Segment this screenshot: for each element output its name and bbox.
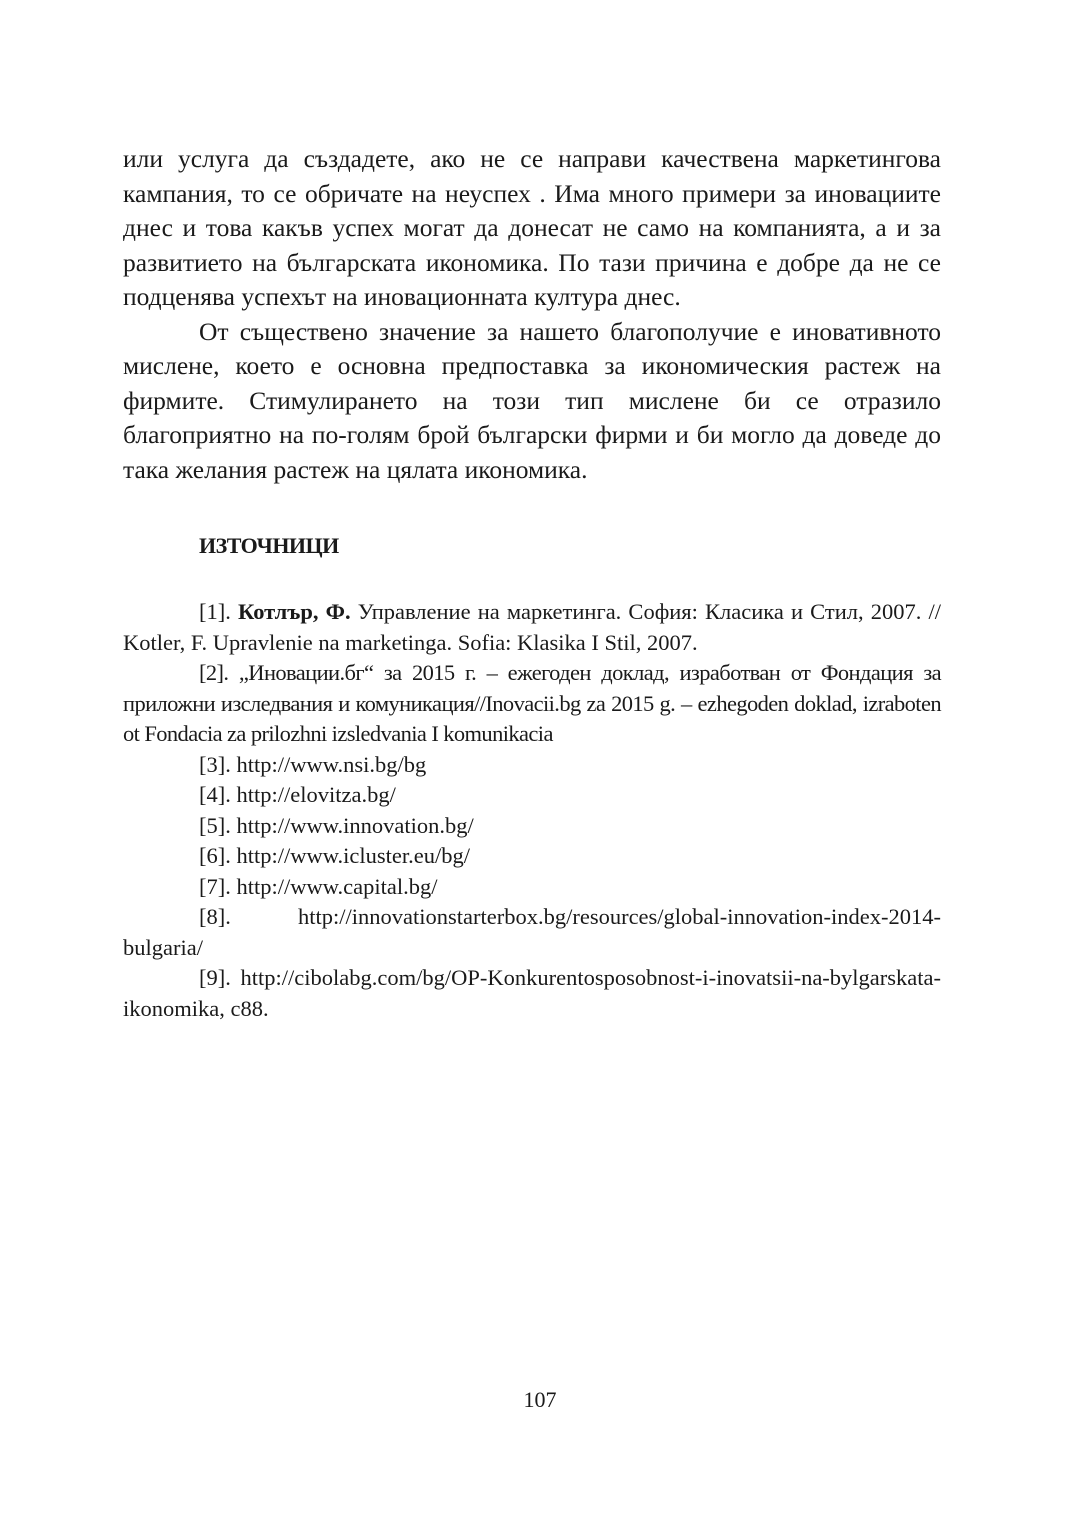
reference-number: [1]. [199,599,238,624]
reference-list [123,597,941,1024]
page-content [123,142,941,1024]
body-paragraph: От съществено значение за нашето благополучие е иновативното мислене, което е основна предпоставка за икономическия растеж на фирмите. Стимулирането на този тип мислене би се отразило благоприятно на по-голям брой български фирми и би могло да доведе до така желания растеж на цялата икономика. [123,316,941,484]
reference-item: [2]. „Иновации.бг“ за 2015 г. – ежегоден доклад, изработван от Фондация за приложни изследвания и комуникация//Inovacii.bg za 2015 g. – ezhegoden doklad, izraboten ot Fondacia za prilozhni izsledvania I komunikacia [123,660,941,746]
reference-item: [8]. http://innovationstarterbox.bg/resources/global-innovation-index-2014-bulgaria/ [123,904,941,960]
sources-heading: ИЗТОЧНИЦИ [199,533,339,558]
reference-item: [5]. http://www.innovation.bg/ [199,812,474,838]
page-number: 107 [523,1387,557,1412]
reference-text: Управление на маркетинга. София: Класика и Стил, 2007. // Kotler, F. Upravlenie na marketinga. Sofia: Klasika I Stil, 2007. [123,599,941,655]
reference-item: [4]. http://elovitza.bg/ [199,782,396,807]
reference-item: [9]. http://cibolabg.com/bg/OP-Konkurentosposobnost-i-inovatsii-na-bylgarskata-ikonomika, c88. [123,965,941,1021]
body-paragraph-continued: или услуга да създадете, ако не се направи качествена маркетингова кампания, то се обричате на неуспех . Има много примери за иновациите днес и това какъв успех могат да донесат не само на компанията, а и за развитието на българската икономика. По тази причина е добре да не се подценява успехът на иновационната култура днес. [123,144,941,311]
reference-item: [3]. http://www.nsi.bg/bg [199,751,427,777]
reference-item: [7]. http://www.capital.bg/ [199,873,438,899]
reference-item [123,597,941,658]
reference-author: Котлър, Ф. [238,599,351,624]
reference-item: [6]. http://www.icluster.eu/bg/ [199,843,470,868]
